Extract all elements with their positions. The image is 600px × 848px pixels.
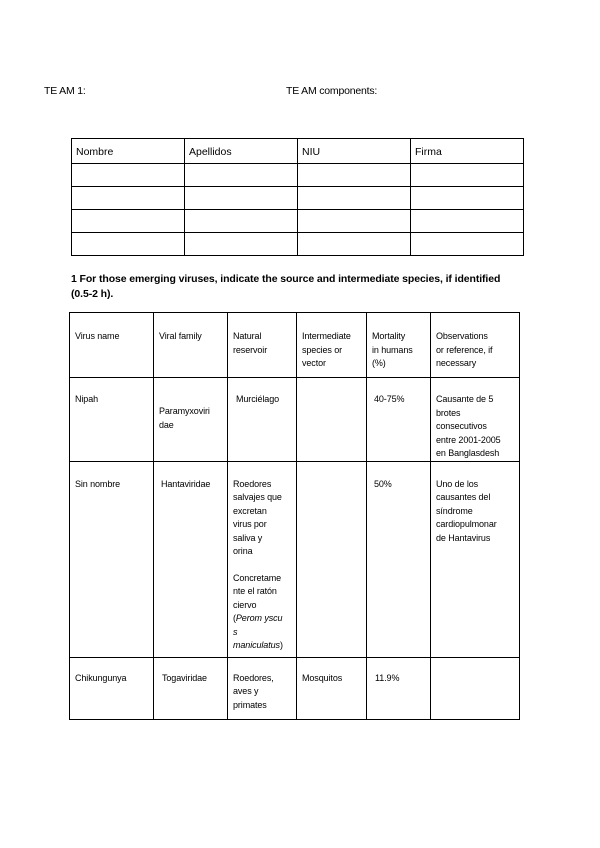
table-cell [298, 210, 411, 233]
column-header-niu: NIU [298, 139, 411, 164]
table-cell [228, 461, 297, 657]
table-cell [72, 187, 185, 210]
virus-table-header-row [70, 313, 520, 378]
table-cell [298, 164, 411, 187]
header-text: Mortality in humans (%) [372, 331, 413, 368]
viral-family: Hantaviridae [161, 478, 211, 489]
header-text: Viral family [159, 331, 202, 341]
table-row [70, 657, 520, 719]
header-text: Virus name [75, 331, 120, 341]
table-cell [411, 187, 524, 210]
table-row [70, 378, 520, 462]
species-latin-name: Perom yscu s maniculatus [233, 613, 283, 650]
table-cell [154, 378, 228, 462]
table-cell [228, 378, 297, 462]
column-header-natural-reservoir [228, 313, 297, 378]
natural-reservoir: Murciélago [236, 394, 280, 404]
table-cell [367, 461, 431, 657]
table-cell [72, 164, 185, 187]
virus-name: Nipah [75, 394, 99, 404]
table-cell [431, 461, 520, 657]
table-cell [72, 210, 185, 233]
viral-family: Paramyxoviri dae [159, 406, 210, 430]
team-table [71, 138, 524, 256]
table-cell [70, 461, 154, 657]
table-cell [185, 233, 298, 256]
virus-name: Chikungunya [75, 672, 127, 683]
table-cell [185, 164, 298, 187]
table-cell [431, 378, 520, 462]
column-header-intermediate-species [297, 313, 367, 378]
column-header-viral-family [154, 313, 228, 378]
observations: Uno de los causantes del síndrome cardiopulmonar de Hantavirus [436, 478, 497, 543]
header-text: Observations or reference, if necessary [436, 331, 493, 368]
header-text: Natural reservoir [233, 331, 268, 355]
table-cell [431, 657, 520, 719]
table-cell [154, 461, 228, 657]
column-header-apellidos: Apellidos [185, 139, 298, 164]
table-cell [297, 657, 367, 719]
table-cell [298, 187, 411, 210]
observations: Causante de 5 brotes consecutivos entre 2001-2005 en Banglasdesh [436, 394, 501, 458]
table-cell [411, 210, 524, 233]
mortality: 50% [374, 478, 392, 489]
table-cell [185, 210, 298, 233]
natural-reservoir-detail: Concretame nte el ratón ciervo [233, 572, 282, 610]
table-cell [411, 233, 524, 256]
viral-family: Togaviridae [162, 672, 207, 683]
team-table-row [72, 164, 524, 187]
column-header-firma: Firma [411, 139, 524, 164]
close-paren: ) [279, 640, 283, 650]
column-header-mortality [367, 313, 431, 378]
team-table-row [72, 233, 524, 256]
team-components-label: TE AM components: [286, 85, 378, 97]
intermediate-species: Mosquitos [302, 672, 343, 683]
table-cell [297, 461, 367, 657]
virus-name: Sin nombre [75, 478, 121, 489]
header-text: Intermediate species or vector [302, 331, 351, 368]
column-header-nombre: Nombre [72, 139, 185, 164]
table-cell [185, 187, 298, 210]
team-table-row [72, 187, 524, 210]
table-cell [228, 657, 297, 719]
table-cell [367, 378, 431, 462]
natural-reservoir: Roedores, aves y primates [233, 672, 274, 710]
table-cell [72, 233, 185, 256]
column-header-observations [431, 313, 520, 378]
question-text: 1 For those emerging viruses, indicate the source and intermediate species, if identified (0.5-2 h). [71, 273, 501, 300]
team-label: TE AM 1: [44, 85, 86, 97]
table-cell [70, 378, 154, 462]
team-table-row [72, 210, 524, 233]
table-row [70, 461, 520, 657]
team-table-header-row [72, 139, 524, 164]
table-cell [297, 378, 367, 462]
open-paren: ( [233, 613, 236, 623]
mortality: 11.9% [375, 672, 400, 683]
table-cell [411, 164, 524, 187]
table-cell [298, 233, 411, 256]
natural-reservoir: Roedores salvajes que excretan virus por saliva y orina [233, 478, 282, 556]
species-name [233, 612, 294, 653]
table-cell [154, 657, 228, 719]
table-cell [367, 657, 431, 719]
mortality: 40-75% [374, 394, 405, 404]
column-header-virus-name [70, 313, 154, 378]
virus-table [69, 312, 520, 720]
table-cell [70, 657, 154, 719]
